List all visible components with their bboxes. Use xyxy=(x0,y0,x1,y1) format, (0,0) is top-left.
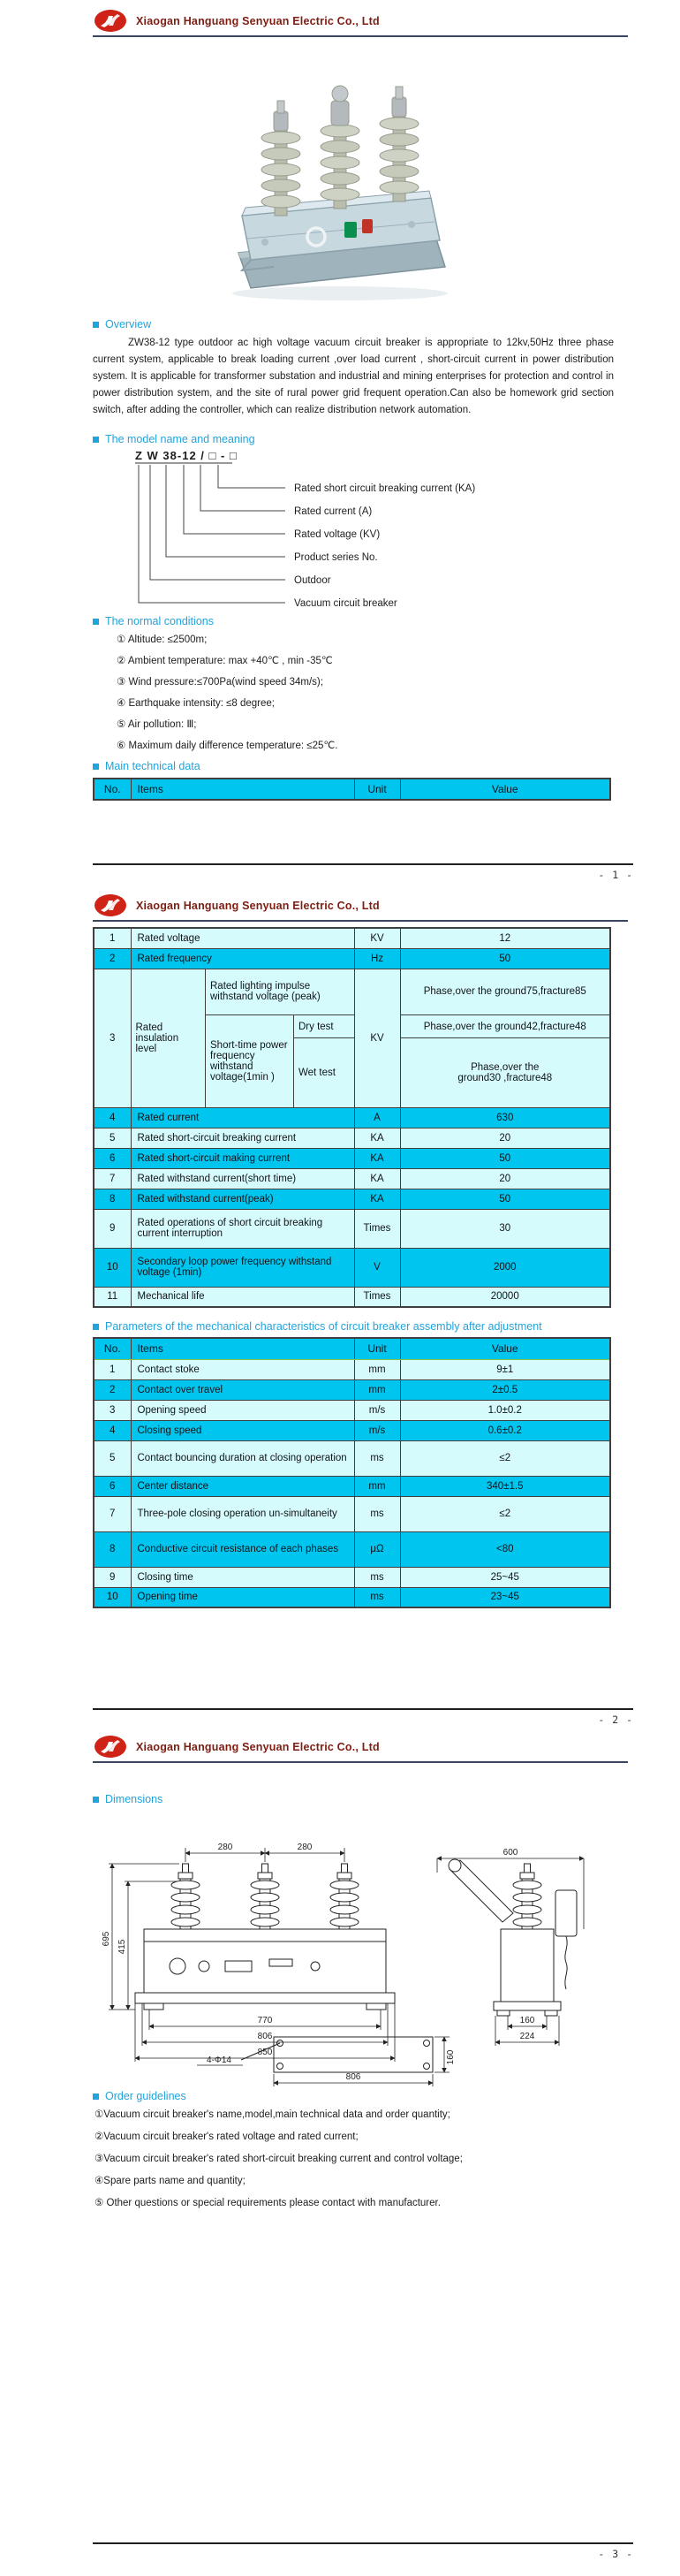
model-code-text: Z W 38-12 / □ - □ xyxy=(135,449,238,462)
table-row xyxy=(94,1359,610,1379)
table-row xyxy=(94,1287,610,1307)
cell-value: 20 xyxy=(400,1168,610,1189)
cell-unit: A xyxy=(354,1107,400,1128)
cell-no: 11 xyxy=(94,1287,131,1307)
section-model xyxy=(93,433,680,445)
order-item: ②Vacuum circuit breaker's rated voltage and rated current; xyxy=(94,2131,359,2142)
cell-unit: ms xyxy=(354,1496,400,1531)
dim-label: 160 xyxy=(446,2049,456,2065)
table-row xyxy=(94,1476,610,1496)
order-item: ④Spare parts name and quantity; xyxy=(94,2176,246,2186)
section-tech-data xyxy=(93,760,680,772)
section-dimensions xyxy=(93,1793,680,1805)
section-title: The model name and meaning xyxy=(105,433,255,445)
condition-item: ⑤ Air pollution: Ⅲ; xyxy=(117,719,197,730)
company-logo xyxy=(93,1735,128,1759)
cell-value: 50 xyxy=(400,948,610,969)
cell-value: 50 xyxy=(400,1148,610,1168)
cell-item: Contact bouncing duration at closing operation xyxy=(131,1440,354,1476)
company-logo xyxy=(93,9,128,33)
cell-unit: KV xyxy=(354,928,400,948)
dim-label: 695 xyxy=(102,1931,111,1947)
table-row xyxy=(94,1148,610,1168)
header-no: No. xyxy=(94,779,131,800)
section-bullet-icon xyxy=(93,437,99,443)
cell-item: Rated operations of short circuit breaking current interruption xyxy=(131,1209,354,1248)
section-overview xyxy=(93,318,680,331)
value-line: Phase,over the xyxy=(471,1061,540,1073)
dim-label: 806 xyxy=(345,2072,361,2082)
dimensions-drawing xyxy=(93,1814,609,2090)
table-row xyxy=(94,1400,610,1420)
dim-label: 280 xyxy=(217,1843,233,1852)
condition-item: ① Altitude: ≤2500m; xyxy=(117,635,208,645)
dim-label: 850 xyxy=(257,2048,273,2057)
conditions-list xyxy=(117,629,680,756)
cell-unit: mm xyxy=(354,1379,400,1400)
section-order xyxy=(93,2090,680,2102)
cell-item: Rated current xyxy=(131,1107,354,1128)
cell-value: 0.6±0.2 xyxy=(400,1420,610,1440)
product-photo xyxy=(212,42,468,308)
page-number: - 2 - xyxy=(598,1714,633,1726)
cell-unit: KA xyxy=(354,1189,400,1209)
page-1 xyxy=(0,0,680,888)
cell-value: 23~45 xyxy=(400,1587,610,1607)
cell-item: Rated voltage xyxy=(131,928,354,948)
cell-no: 2 xyxy=(94,1379,131,1400)
cell-unit: KA xyxy=(354,1148,400,1168)
table-row xyxy=(94,928,610,948)
cell-item: Contact stoke xyxy=(131,1359,354,1379)
table-row xyxy=(94,1209,610,1248)
model-label: Product series No. xyxy=(294,552,378,563)
page-3 xyxy=(0,1728,680,2576)
header-unit: Unit xyxy=(354,779,400,800)
cell-item: Rated withstand current(short time) xyxy=(131,1168,354,1189)
cell-no: 10 xyxy=(94,1587,131,1607)
dim-label: 415 xyxy=(117,1939,127,1955)
page-footer xyxy=(93,2542,633,2560)
table-row xyxy=(94,1420,610,1440)
table-row xyxy=(94,1189,610,1209)
table-row xyxy=(94,1107,610,1128)
section-bullet-icon xyxy=(93,322,99,328)
cell-unit: mm xyxy=(354,1476,400,1496)
page-header xyxy=(93,0,628,37)
cell-unit: m/s xyxy=(354,1420,400,1440)
model-meaning-diagram xyxy=(93,447,609,612)
cell-unit: ms xyxy=(354,1587,400,1607)
table-header-row xyxy=(94,1338,610,1359)
table-row xyxy=(94,948,610,969)
cell-no: 6 xyxy=(94,1148,131,1168)
table-row xyxy=(94,1567,610,1587)
section-bullet-icon xyxy=(93,2093,99,2100)
cell-value-group xyxy=(400,969,610,1107)
company-name: Xiaogan Hanguang Senyuan Electric Co., Ltd xyxy=(136,1740,380,1753)
cell-item: Mechanical life xyxy=(131,1287,354,1307)
company-name: Xiaogan Hanguang Senyuan Electric Co., Ltd xyxy=(136,899,380,912)
model-label: Rated current (A) xyxy=(294,506,373,517)
section-bullet-icon xyxy=(93,1324,99,1330)
cell-no: 8 xyxy=(94,1189,131,1209)
cell-item: Closing time xyxy=(131,1567,354,1587)
cell-no: 5 xyxy=(94,1128,131,1148)
cell-dry-test: Dry test xyxy=(294,1015,355,1038)
cell-value: 2000 xyxy=(400,1248,610,1287)
cell-no: 7 xyxy=(94,1496,131,1531)
condition-item: ② Ambient temperature: max +40℃ , min -35℃ xyxy=(117,656,333,666)
cell-item: Secondary loop power frequency withstand voltage (1min) xyxy=(131,1248,354,1287)
cell-no: 3 xyxy=(94,969,131,1107)
cell-value: 25~45 xyxy=(400,1567,610,1587)
cell-no: 10 xyxy=(94,1248,131,1287)
page-2 xyxy=(0,888,680,1728)
cell-value: Phase,over the ground42,fracture48 xyxy=(401,1015,610,1038)
section-bullet-icon xyxy=(93,764,99,770)
tech-table-header xyxy=(93,778,611,801)
cell-item: Conductive circuit resistance of each phases xyxy=(131,1531,354,1567)
table-row xyxy=(94,1248,610,1287)
insulation-values-subtable xyxy=(401,969,610,1107)
cell-value: 50 xyxy=(400,1189,610,1209)
company-name: Xiaogan Hanguang Senyuan Electric Co., Ltd xyxy=(136,14,380,27)
cell-item: Rated short-circuit breaking current xyxy=(131,1128,354,1148)
dim-label: 280 xyxy=(297,1843,313,1852)
model-label: Outdoor xyxy=(294,575,331,586)
order-guidelines-list xyxy=(94,2104,680,2215)
cell-no: 1 xyxy=(94,928,131,948)
header-value: Value xyxy=(400,779,610,800)
cell-no: 4 xyxy=(94,1420,131,1440)
page-number: - 3 - xyxy=(598,2548,633,2560)
condition-item: ⑥ Maximum daily difference temperature: ≤25℃. xyxy=(117,741,338,751)
cell-value: Phase,over the ground75,fracture85 xyxy=(401,969,610,1015)
cell-item: Rated short-circuit making current xyxy=(131,1148,354,1168)
order-item: ⑤ Other questions or special requirements please contact with manufacturer. xyxy=(94,2198,441,2208)
cell-shorttime: Short-time power frequency withstand voltage(1min ) xyxy=(206,1015,294,1107)
cell-item: Rated frequency xyxy=(131,948,354,969)
cell-impulse: Rated lighting impulse withstand voltage (peak) xyxy=(206,969,355,1015)
page-number: - 1 - xyxy=(598,869,633,881)
cell-no: 5 xyxy=(94,1440,131,1476)
table-row xyxy=(94,1587,610,1607)
cell-unit: Times xyxy=(354,1287,400,1307)
condition-item: ④ Earthquake intensity: ≤8 degree; xyxy=(117,698,276,709)
cell-item: Rated withstand current(peak) xyxy=(131,1189,354,1209)
cell-insulation-group: Rated insulation level xyxy=(132,969,206,1107)
cell-value: ≤2 xyxy=(400,1496,610,1531)
cell-unit: V xyxy=(354,1248,400,1287)
cell-item: Contact over travel xyxy=(131,1379,354,1400)
section-bullet-icon xyxy=(93,619,99,625)
page-footer xyxy=(93,1708,633,1726)
section-title: The normal conditions xyxy=(105,615,214,627)
table-row xyxy=(94,1168,610,1189)
table-row-insulation xyxy=(94,969,610,1107)
cell-value: 30 xyxy=(400,1209,610,1248)
model-label: Rated short circuit breaking current (KA) xyxy=(294,483,476,494)
mechanical-table xyxy=(93,1337,611,1608)
order-item: ③Vacuum circuit breaker's rated short-circuit breaking current and control voltage; xyxy=(94,2154,463,2164)
cell-item: Closing speed xyxy=(131,1420,354,1440)
page-header xyxy=(93,1728,628,1763)
cell-value: 20 xyxy=(400,1128,610,1148)
section-title: Dimensions xyxy=(105,1793,163,1805)
section-title: Overview xyxy=(105,318,152,331)
cell-unit: KV xyxy=(354,969,400,1107)
table-row xyxy=(94,1531,610,1567)
page-footer xyxy=(93,863,633,881)
cell-unit: Times xyxy=(354,1209,400,1248)
overview-paragraph: ZW38-12 type outdoor ac high voltage vacuum circuit breaker is appropriate to 12kv,50Hz three phase current system, applicable to break loading current ,over load current , short-circuit current in power distribution system. It is applicable for transformer substation and industrial and mining enterprises for protection and control in power distribution system, and the site of rural power grid frequent operation.Can also be homework grid section switch, after adding the controller, which can realize distribution network automation. xyxy=(93,338,614,415)
value-line: ground30 ,fracture48 xyxy=(457,1072,553,1083)
cell-value: 2±0.5 xyxy=(400,1379,610,1400)
dim-label: 600 xyxy=(502,1848,518,1858)
insulation-subtable xyxy=(132,969,355,1107)
tech-table xyxy=(93,927,611,1308)
dim-label-holes: 4-Φ14 xyxy=(207,2055,231,2065)
table-row xyxy=(94,1128,610,1148)
page-header xyxy=(93,888,628,922)
header-value: Value xyxy=(400,1338,610,1359)
section-title: Main technical data xyxy=(105,760,200,772)
dim-label: 806 xyxy=(257,2032,273,2041)
cell-item: Three-pole closing operation un-simultaneity xyxy=(131,1496,354,1531)
header-items: Items xyxy=(131,1338,354,1359)
cell-unit: KA xyxy=(354,1168,400,1189)
section-title: Order guidelines xyxy=(105,2090,186,2102)
company-logo xyxy=(93,893,128,917)
cell-no: 3 xyxy=(94,1400,131,1420)
order-item: ①Vacuum circuit breaker's name,model,main technical data and order quantity; xyxy=(94,2109,450,2120)
header-unit: Unit xyxy=(354,1338,400,1359)
header-items: Items xyxy=(131,779,354,800)
cell-value: 12 xyxy=(400,928,610,948)
dim-label: 160 xyxy=(519,2016,535,2025)
cell-value: 630 xyxy=(400,1107,610,1128)
cell-no: 9 xyxy=(94,1209,131,1248)
section-title: Parameters of the mechanical characteristics of circuit breaker assembly after adjustment xyxy=(105,1320,542,1333)
cell-value: 340±1.5 xyxy=(400,1476,610,1496)
table-header-row xyxy=(94,779,610,800)
cell-no: 1 xyxy=(94,1359,131,1379)
cell-unit: μΩ xyxy=(354,1531,400,1567)
cell-unit: KA xyxy=(354,1128,400,1148)
cell-unit: Hz xyxy=(354,948,400,969)
condition-item: ③ Wind pressure:≤700Pa(wind speed 34m/s); xyxy=(117,677,323,688)
cell-unit: ms xyxy=(354,1440,400,1476)
table-row xyxy=(94,1440,610,1476)
cell-wet-test: Wet test xyxy=(298,1067,336,1078)
cell-no: 9 xyxy=(94,1567,131,1587)
cell-value xyxy=(401,1038,610,1107)
cell-no: 7 xyxy=(94,1168,131,1189)
cell-item: Opening time xyxy=(131,1587,354,1607)
section-mechanical xyxy=(93,1320,680,1333)
cell-item-group xyxy=(131,969,354,1107)
dim-label: 770 xyxy=(257,2016,273,2025)
cell-value: 1.0±0.2 xyxy=(400,1400,610,1420)
cell-no: 8 xyxy=(94,1531,131,1567)
cell-value: ≤2 xyxy=(400,1440,610,1476)
cell-item: Center distance xyxy=(131,1476,354,1496)
cell-unit: m/s xyxy=(354,1400,400,1420)
section-bullet-icon xyxy=(93,1797,99,1803)
cell-no: 2 xyxy=(94,948,131,969)
header-no: No. xyxy=(94,1338,131,1359)
cell-value: 20000 xyxy=(400,1287,610,1307)
cell-no: 6 xyxy=(94,1476,131,1496)
cell-unit: mm xyxy=(354,1359,400,1379)
table-row xyxy=(94,1379,610,1400)
section-conditions xyxy=(93,615,680,627)
model-label: Vacuum circuit breaker xyxy=(294,598,397,609)
cell-value: 9±1 xyxy=(400,1359,610,1379)
cell-no: 4 xyxy=(94,1107,131,1128)
cell-item: Opening speed xyxy=(131,1400,354,1420)
model-label: Rated voltage (KV) xyxy=(294,529,381,540)
dim-label: 224 xyxy=(519,2032,535,2041)
cell-unit: ms xyxy=(354,1567,400,1587)
cell-value: <80 xyxy=(400,1531,610,1567)
table-row xyxy=(94,1496,610,1531)
